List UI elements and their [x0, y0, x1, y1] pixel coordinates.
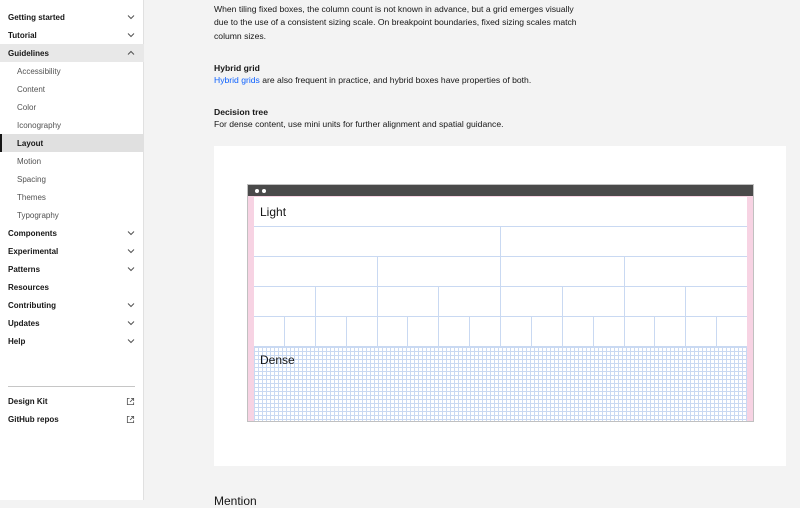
sidebar-item-label: Updates — [8, 318, 40, 328]
grid-cell — [686, 287, 747, 316]
dense-label: Dense — [260, 353, 295, 367]
grid-cell — [563, 287, 625, 316]
sidebar-item-updates[interactable] — [0, 314, 144, 332]
hybrid-grid-heading: Hybrid grid — [214, 63, 260, 73]
sidebar-subitem-layout[interactable]: Layout — [0, 134, 144, 152]
sidebar-item-resources[interactable] — [0, 278, 144, 296]
window-dot — [255, 189, 259, 193]
grid-cell — [254, 227, 501, 256]
grid-canvas — [254, 197, 747, 421]
chevron-up-icon — [126, 48, 136, 58]
window-titlebar — [248, 185, 753, 196]
intro-paragraph: When tiling fixed boxes, the column count is not known in advance, but a grid emerges visually due to the use of a consistent sizing scale. On breakpoint boundaries, fixed sizing scales match column sizes. — [214, 4, 577, 41]
grid-cell — [347, 317, 378, 346]
sidebar-item-label: Resources — [8, 282, 49, 292]
grid-cell — [594, 317, 625, 346]
grid-cell — [470, 317, 501, 346]
grid-cell — [563, 317, 594, 346]
external-link-label: GitHub repos — [8, 414, 59, 424]
sidebar-item-label: Components — [8, 228, 57, 238]
external-link-label: Design Kit — [8, 396, 48, 406]
grid-cell — [254, 257, 378, 286]
sidebar-item-components[interactable] — [0, 224, 144, 242]
grid-row-16-columns — [254, 317, 747, 347]
light-row — [254, 197, 747, 227]
grid-cell — [532, 317, 563, 346]
grid-row-4-columns — [254, 257, 747, 287]
grid-cell — [316, 317, 347, 346]
grid-cell — [501, 317, 532, 346]
chevron-down-icon — [126, 300, 136, 310]
sidebar-subitem-accessibility[interactable]: Accessibility — [17, 66, 61, 76]
sidebar-item-label: Contributing — [8, 300, 56, 310]
grid-cell — [625, 287, 687, 316]
sidebar-nav — [0, 0, 144, 500]
grid-cell — [501, 257, 625, 286]
grid-cell — [501, 287, 563, 316]
sidebar-subitem-themes[interactable]: Themes — [17, 192, 46, 202]
grid-cell — [378, 257, 502, 286]
sidebar-item-label: Tutorial — [8, 30, 37, 40]
grid-cell — [378, 287, 440, 316]
sidebar-divider — [8, 386, 135, 387]
sidebar-item-label: Guidelines — [8, 48, 49, 58]
grid-cell — [285, 317, 316, 346]
sidebar-item-label: Experimental — [8, 246, 59, 256]
grid-cell — [254, 287, 316, 316]
external-link-icon — [126, 415, 135, 424]
external-link-github-repos[interactable] — [0, 410, 144, 428]
hybrid-grids-link[interactable]: Hybrid grids — [214, 75, 260, 85]
grid-cell — [717, 317, 747, 346]
browser-window-illustration — [247, 184, 754, 422]
sidebar-item-experimental[interactable] — [0, 242, 144, 260]
external-link-icon — [126, 397, 135, 406]
grid-cell — [439, 317, 470, 346]
grid-cell — [378, 317, 409, 346]
layout-illustration-card — [214, 146, 786, 466]
sidebar-item-label: Patterns — [8, 264, 41, 274]
chevron-down-icon — [126, 30, 136, 40]
grid-cell — [254, 317, 285, 346]
grid-row-8-columns — [254, 287, 747, 317]
external-links — [0, 392, 144, 428]
grid-cell — [316, 287, 378, 316]
grid-row-2-columns — [254, 227, 747, 257]
decision-tree-paragraph: For dense content, use mini units for further alignment and spatial guidance. — [214, 119, 504, 129]
sidebar-item-label: Getting started — [8, 12, 65, 22]
window-dot — [262, 189, 266, 193]
grid-cell — [655, 317, 686, 346]
chevron-down-icon — [126, 318, 136, 328]
sidebar-item-label: Help — [8, 336, 26, 346]
chevron-down-icon — [126, 264, 136, 274]
grid-cell — [686, 317, 717, 346]
sidebar-item-tutorial[interactable] — [0, 26, 144, 44]
decision-tree-heading: Decision tree — [214, 107, 268, 117]
sidebar-subitem-color[interactable]: Color — [17, 102, 37, 112]
sidebar-item-patterns[interactable] — [0, 260, 144, 278]
grid-cell — [439, 287, 501, 316]
sidebar-item-getting-started[interactable] — [0, 8, 144, 26]
sidebar-item-help[interactable] — [0, 332, 144, 350]
dense-grid-area — [254, 347, 747, 421]
sidebar-subitem-iconography[interactable]: Iconography — [17, 120, 62, 130]
hybrid-grid-text: are also frequent in practice, and hybrid boxes have properties of both. — [259, 75, 532, 85]
sidebar-item-contributing[interactable] — [0, 296, 144, 314]
sidebar-subitem-content[interactable]: Content — [17, 84, 46, 94]
chevron-down-icon — [126, 246, 136, 256]
chevron-down-icon — [126, 12, 136, 22]
sidebar-subitem-spacing[interactable]: Spacing — [17, 174, 46, 184]
chevron-down-icon — [126, 336, 136, 346]
hybrid-grid-paragraph — [214, 74, 634, 87]
sidebar-menu — [0, 8, 144, 350]
chevron-down-icon — [126, 228, 136, 238]
external-link-design-kit[interactable] — [0, 392, 144, 410]
main-content — [145, 0, 800, 508]
sidebar-subitem-typography[interactable]: Typography — [17, 210, 59, 220]
sidebar-subitem-motion[interactable]: Motion — [17, 156, 42, 166]
grid-cell — [625, 317, 656, 346]
sidebar-item-guidelines[interactable] — [0, 44, 144, 62]
grid-cell — [625, 257, 748, 286]
grid-cell — [408, 317, 439, 346]
section-heading: Mention — [214, 494, 257, 508]
light-label: Light — [260, 205, 287, 219]
grid-cell — [501, 227, 747, 256]
